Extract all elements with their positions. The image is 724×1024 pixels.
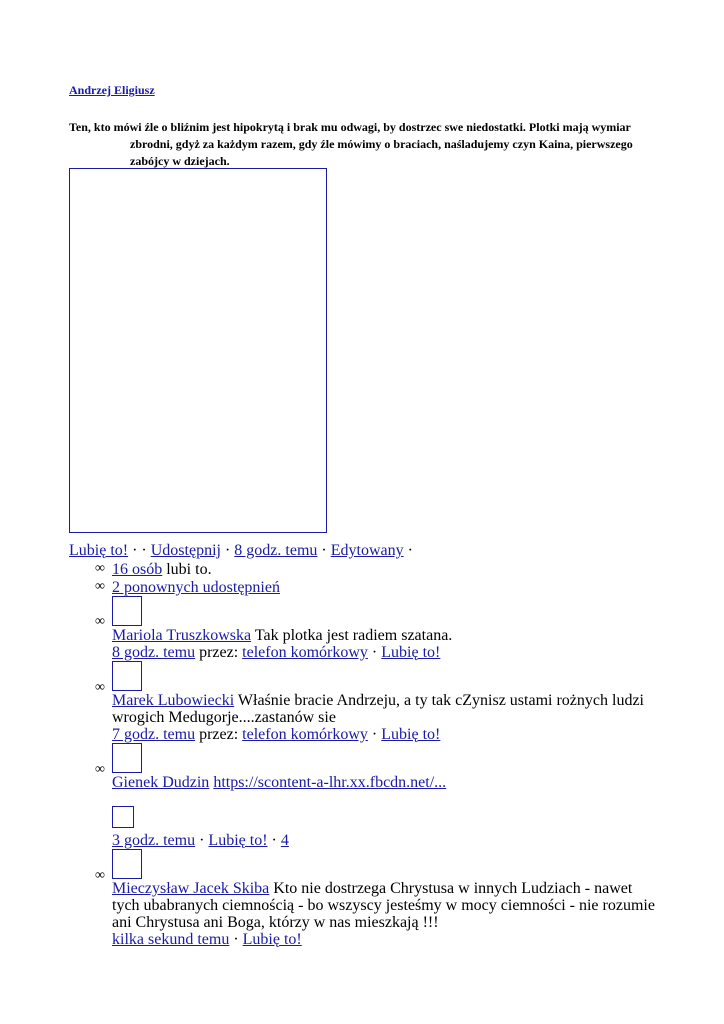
comment-time-link[interactable]: kilka sekund temu bbox=[112, 931, 230, 948]
comment-time-link[interactable]: 3 godz. temu bbox=[112, 832, 196, 849]
post-time-link[interactable]: 8 godz. temu bbox=[234, 542, 318, 559]
comment-author-link[interactable]: Mariola Truszkowska bbox=[112, 627, 252, 644]
bullet-icon: ∞ bbox=[95, 868, 105, 883]
comment-author-link[interactable]: Mieczysław Jacek Skiba bbox=[112, 880, 270, 897]
via-label: przez: bbox=[199, 644, 239, 661]
attachment-link[interactable]: https://scontent-a-lhr.xx.fbcdn.net/... bbox=[213, 774, 447, 791]
shares-count-link[interactable]: 2 ponownych udostępnień bbox=[112, 579, 280, 596]
separator: · bbox=[224, 542, 231, 559]
comment-text: Właśnie bracie Andrzeju, a ty tak cZynisz ustami rożnych ludzi wrogich Medugorje....zastanów sie bbox=[112, 692, 644, 726]
comment-text: Kto nie dostrzega Chrystusa w innych Ludziach - nawet tych ubabranych ciemnością - bo wszyscy jesteśmy w mocy ciemności - nie rozumie ani Chrystusa ani Boga, którzy w nas mieszkają !!! bbox=[112, 880, 655, 931]
comment-like-link[interactable]: Lubię to! bbox=[208, 832, 268, 849]
separator: · bbox=[199, 832, 205, 849]
separator: · bbox=[407, 542, 413, 559]
like-link[interactable]: Lubię to! bbox=[69, 542, 129, 559]
via-label: przez: bbox=[199, 726, 239, 743]
comment-like-link[interactable]: Lubię to! bbox=[381, 644, 441, 661]
comment bbox=[112, 774, 657, 791]
comment-meta bbox=[112, 832, 657, 849]
comment bbox=[112, 880, 657, 948]
comment-author-link[interactable]: Gienek Dudzin bbox=[112, 774, 210, 791]
likes-suffix: lubi to. bbox=[166, 561, 212, 578]
separator: · bbox=[271, 832, 277, 849]
bullet-icon: ∞ bbox=[95, 561, 105, 576]
separator: · · bbox=[132, 542, 147, 559]
avatar[interactable] bbox=[112, 661, 142, 691]
shares-summary bbox=[112, 579, 657, 596]
comment-like-count-link[interactable]: 4 bbox=[280, 832, 289, 849]
post-text-first-line: Ten, kto mówi źle o bliźnim jest hipokrytą i brak mu odwagi, by dostrzec swe niedostatki. Plotki mają wymiar bbox=[69, 120, 631, 134]
post-actions-bar bbox=[69, 541, 413, 561]
share-link[interactable]: Udostępnij bbox=[150, 542, 221, 559]
device-link[interactable]: telefon komórkowy bbox=[242, 726, 368, 743]
separator: · bbox=[371, 644, 378, 661]
avatar[interactable] bbox=[112, 849, 142, 879]
bullet-icon: ∞ bbox=[95, 762, 105, 777]
comment-text: Tak plotka jest radiem szatana. bbox=[254, 627, 453, 644]
post-text-continuation: zbrodni, gdyż za każdym razem, gdy źle mówimy o braciach, naśladujemy czyn Kaina, pierwszego zabójcy w dziejach. bbox=[130, 137, 633, 168]
likes-summary bbox=[112, 561, 657, 578]
comment-like-link[interactable]: Lubię to! bbox=[242, 931, 302, 948]
comment-time-link[interactable]: 8 godz. temu bbox=[112, 644, 196, 661]
edited-link[interactable]: Edytowany bbox=[330, 542, 404, 559]
bullet-icon: ∞ bbox=[95, 579, 105, 594]
bullet-icon: ∞ bbox=[95, 614, 105, 629]
comment-time-link[interactable]: 7 godz. temu bbox=[112, 726, 196, 743]
comment-author-link[interactable]: Marek Lubowiecki bbox=[112, 692, 235, 709]
comment bbox=[112, 692, 657, 743]
bullet-icon: ∞ bbox=[95, 680, 105, 695]
post-image-placeholder[interactable] bbox=[69, 168, 327, 533]
avatar[interactable] bbox=[112, 596, 142, 626]
comment bbox=[112, 627, 657, 661]
separator: · bbox=[233, 931, 239, 948]
avatar[interactable] bbox=[112, 743, 142, 773]
likes-count-link[interactable]: 16 osób bbox=[112, 561, 163, 578]
separator: · bbox=[321, 542, 327, 559]
device-link[interactable]: telefon komórkowy bbox=[242, 644, 368, 661]
comment-like-link[interactable]: Lubię to! bbox=[381, 726, 441, 743]
separator: · bbox=[371, 726, 378, 743]
post-author-link[interactable]: Andrzej Eligiusz bbox=[69, 83, 155, 97]
attachment-thumbnail[interactable] bbox=[112, 806, 134, 828]
post-text bbox=[69, 119, 649, 170]
